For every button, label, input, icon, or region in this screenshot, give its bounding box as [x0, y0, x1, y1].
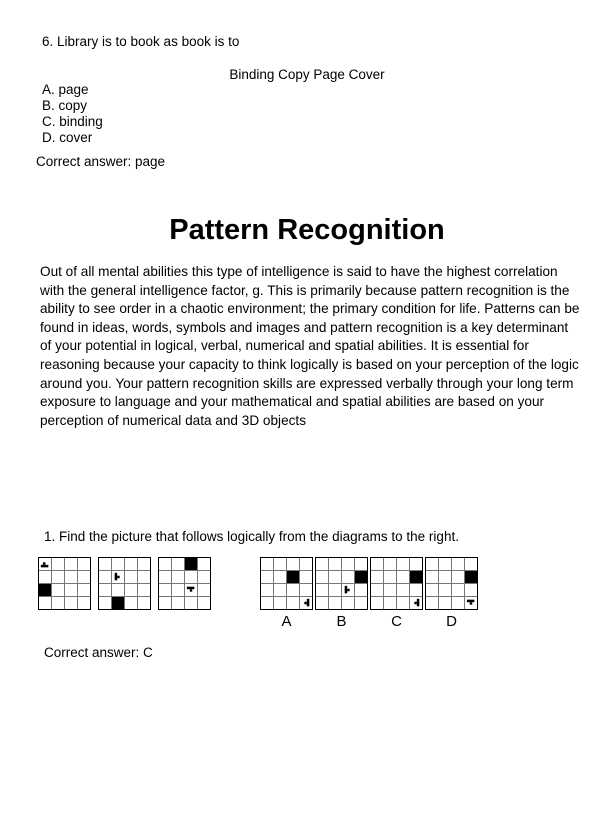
- grid-cell: [99, 584, 111, 596]
- option-label-D: D: [446, 613, 457, 630]
- grid-cell: [397, 597, 409, 609]
- grid-cell: [274, 597, 286, 609]
- option-grids: [260, 557, 478, 630]
- grid-cell: [65, 571, 77, 583]
- grid-cell: [185, 558, 197, 570]
- grid-cell: [198, 571, 210, 583]
- grid-cell: [426, 597, 438, 609]
- pattern-glyph-right-icon: [113, 572, 123, 582]
- grid-cell: [159, 558, 171, 570]
- grid-cell: [172, 558, 184, 570]
- grid-cell: [125, 584, 137, 596]
- grid-cell: [261, 571, 273, 583]
- grid-cell: [125, 558, 137, 570]
- grid-cell: [287, 571, 299, 583]
- grid-cell: [384, 558, 396, 570]
- grid-cell: [465, 597, 477, 609]
- option-grid-D: [425, 557, 478, 610]
- grid-cell: [439, 584, 451, 596]
- grid-cell: [78, 571, 90, 583]
- grid-cell: [138, 584, 150, 596]
- grid-cell: [172, 597, 184, 609]
- grid-cell: [426, 584, 438, 596]
- question6-option-c: C. binding: [42, 114, 103, 129]
- grid-cell: [78, 558, 90, 570]
- question6-word-bank: Binding Copy Page Cover: [229, 67, 385, 82]
- grid-cell: [99, 558, 111, 570]
- grid-cell: [342, 584, 354, 596]
- grid-cell: [274, 571, 286, 583]
- grid-cell: [125, 571, 137, 583]
- pattern-glyph-down-icon: [466, 598, 476, 608]
- grid-cell: [342, 597, 354, 609]
- grid-cell: [287, 584, 299, 596]
- question6-option-b: B. copy: [42, 98, 88, 113]
- option-D: [425, 557, 478, 630]
- grid-cell: [78, 597, 90, 609]
- grid-cell: [274, 584, 286, 596]
- grid-cell: [52, 571, 64, 583]
- grid-cell: [300, 597, 312, 609]
- grid-cell: [397, 584, 409, 596]
- grid-cell: [426, 558, 438, 570]
- grid-cell: [112, 584, 124, 596]
- grid-cell: [65, 597, 77, 609]
- grid-cell: [439, 597, 451, 609]
- grid-cell: [78, 584, 90, 596]
- grid-cell: [185, 571, 197, 583]
- grid-cell: [316, 597, 328, 609]
- option-grid-C: [370, 557, 423, 610]
- option-label-B: B: [336, 613, 347, 630]
- grid-cell: [465, 558, 477, 570]
- question6-correct-answer: Correct answer: page: [36, 154, 166, 169]
- grid-cell: [274, 558, 286, 570]
- grid-cell: [355, 584, 367, 596]
- grid-cell: [52, 584, 64, 596]
- question1-prompt: 1. Find the picture that follows logically from the diagrams to the right.: [44, 529, 459, 544]
- grid-cell: [452, 571, 464, 583]
- grid-cell: [39, 571, 51, 583]
- grid-cell: [65, 558, 77, 570]
- grid-cell: [159, 597, 171, 609]
- sequence-grid-1: [38, 557, 91, 610]
- question1-correct-answer: Correct answer: C: [44, 645, 153, 660]
- grid-cell: [300, 558, 312, 570]
- pattern-glyph-right-icon: [343, 585, 353, 595]
- grid-cell: [410, 558, 422, 570]
- grid-cell: [384, 571, 396, 583]
- grid-cell: [371, 584, 383, 596]
- grid-cell: [185, 584, 197, 596]
- grid-cell: [261, 558, 273, 570]
- grid-cell: [316, 584, 328, 596]
- question6-prompt: 6. Library is to book as book is to: [42, 34, 240, 49]
- question1-diagrams: [38, 557, 478, 630]
- grid-cell: [287, 558, 299, 570]
- option-label-A: A: [281, 613, 292, 630]
- grid-cell: [410, 584, 422, 596]
- option-grid-A: [260, 557, 313, 610]
- grid-cell: [300, 571, 312, 583]
- grid-cell: [125, 597, 137, 609]
- grid-cell: [65, 584, 77, 596]
- grid-cell: [410, 597, 422, 609]
- grid-cell: [39, 558, 51, 570]
- pattern-glyph-down-icon: [186, 585, 196, 595]
- option-B: [315, 557, 368, 630]
- grid-cell: [287, 597, 299, 609]
- option-grid-B: [315, 557, 368, 610]
- grid-cell: [316, 558, 328, 570]
- grid-cell: [138, 558, 150, 570]
- grid-cell: [300, 584, 312, 596]
- grid-cell: [439, 558, 451, 570]
- grid-cell: [112, 597, 124, 609]
- grid-cell: [426, 571, 438, 583]
- grid-cell: [39, 584, 51, 596]
- grid-cell: [371, 571, 383, 583]
- grid-cell: [384, 597, 396, 609]
- grid-cell: [397, 558, 409, 570]
- grid-cell: [371, 558, 383, 570]
- grid-cell: [198, 597, 210, 609]
- grid-cell: [397, 571, 409, 583]
- grid-cell: [159, 584, 171, 596]
- question6-options: [42, 82, 103, 146]
- sequence-grids: [38, 557, 211, 610]
- grid-cell: [172, 571, 184, 583]
- grid-cell: [112, 571, 124, 583]
- grid-cell: [138, 597, 150, 609]
- question6-option-d: D. cover: [42, 130, 93, 145]
- grid-cell: [465, 584, 477, 596]
- grid-cell: [52, 597, 64, 609]
- section-title: Pattern Recognition: [169, 214, 445, 246]
- option-A: [260, 557, 313, 630]
- grid-cell: [112, 558, 124, 570]
- grid-cell: [452, 597, 464, 609]
- pattern-glyph-left-icon: [411, 598, 421, 608]
- grid-cell: [261, 584, 273, 596]
- grid-cell: [329, 597, 341, 609]
- section-body: Out of all mental abilities this type of intelligence is said to have the highest correlation with the general intelligence factor, g. This is primarily because pattern recognition is the ability to see order in a chaotic environment; the primary condition for life. Patterns can be found in ideas, words, symbols and images and pattern recognition is a key determinant of your potential in logical, verbal, numerical and spatial abilities. It is essential for reasoning because your capacity to think logically is based on your perception of the logic around you. Your pattern recognition skills are expressed verbally through your long term exposure to language and your mathematical and spatial abilities are based on your perception of numerical data and 3D objects: [40, 264, 580, 428]
- question6-option-a: A. page: [42, 82, 89, 97]
- grid-cell: [342, 558, 354, 570]
- option-C: [370, 557, 423, 630]
- grid-cell: [355, 571, 367, 583]
- grid-cell: [185, 597, 197, 609]
- grid-cell: [39, 597, 51, 609]
- grid-cell: [329, 558, 341, 570]
- grid-cell: [410, 571, 422, 583]
- grid-cell: [99, 597, 111, 609]
- grid-cell: [316, 571, 328, 583]
- option-label-C: C: [391, 613, 402, 630]
- pattern-glyph-left-icon: [301, 598, 311, 608]
- pattern-glyph-up-icon: [40, 559, 50, 569]
- grid-cell: [371, 597, 383, 609]
- grid-cell: [439, 571, 451, 583]
- grid-cell: [355, 597, 367, 609]
- grid-cell: [198, 558, 210, 570]
- grid-cell: [99, 571, 111, 583]
- grid-cell: [452, 584, 464, 596]
- grid-cell: [384, 584, 396, 596]
- grid-cell: [261, 597, 273, 609]
- grid-cell: [52, 558, 64, 570]
- grid-cell: [329, 571, 341, 583]
- sequence-grid-2: [98, 557, 151, 610]
- grid-cell: [172, 584, 184, 596]
- grid-cell: [198, 584, 210, 596]
- grid-cell: [465, 571, 477, 583]
- grid-cell: [329, 584, 341, 596]
- grid-cell: [452, 558, 464, 570]
- grid-cell: [138, 571, 150, 583]
- grid-cell: [342, 571, 354, 583]
- grid-cell: [355, 558, 367, 570]
- grid-cell: [159, 571, 171, 583]
- sequence-grid-3: [158, 557, 211, 610]
